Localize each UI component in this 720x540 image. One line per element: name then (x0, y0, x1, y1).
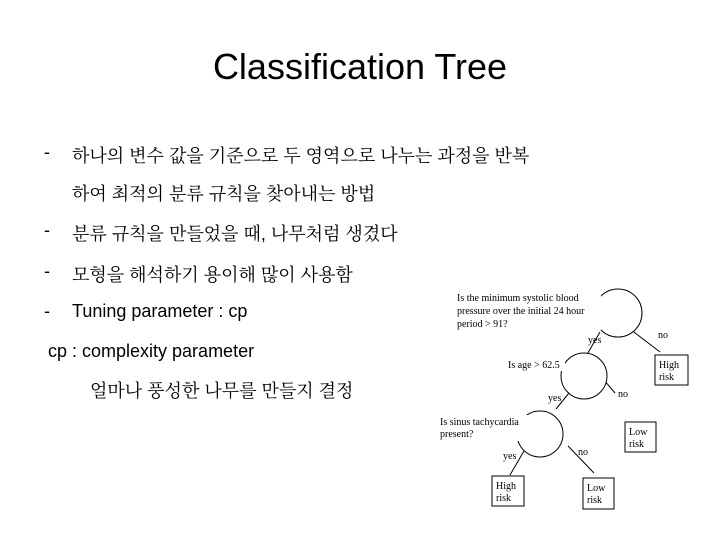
leaf-label: Low risk (587, 483, 606, 506)
bullet-text-continued: 하여 최적의 분류 규칙을 찾아내는 방법 (72, 184, 376, 204)
question-label: Is sinus tachycardia present? (440, 417, 519, 440)
leaf-label: High risk (496, 481, 516, 504)
cp-line: cp : complexity parameter (48, 341, 255, 361)
decision-node (561, 353, 607, 399)
bullet-dash: - (44, 142, 50, 162)
bullet-text: Tuning parameter : cp (72, 301, 248, 321)
branch-label-yes: yes (548, 393, 562, 404)
branch-label-no: no (618, 389, 628, 400)
bullet-dash: - (44, 220, 50, 240)
bullet-dash: - (44, 301, 50, 321)
branch-label-no: no (578, 447, 588, 458)
branch-label-no: no (658, 330, 668, 341)
question-label: Is age > 62.5 (508, 360, 560, 371)
decision-node (594, 289, 642, 337)
branch-label-yes: yes (503, 451, 517, 462)
question-label: Is the minimum systolic blood pressure over the initial 24 hour period > 91? (457, 293, 585, 330)
bullet-text: 분류 규칙을 만들었을 때, 나무처럼 생겼다 (72, 224, 398, 244)
cp-description: 얼마나 풍성한 나무를 만들지 결정 (90, 381, 354, 401)
leaf-label: Low risk (629, 427, 648, 450)
bullet-dash: - (44, 261, 50, 281)
leaf-label: High risk (659, 360, 679, 383)
branch-label-yes: yes (588, 335, 602, 346)
bullet-text: 하나의 변수 값을 기준으로 두 영역으로 나누는 과정을 반복 (72, 146, 530, 166)
bullet-text: 모형을 해석하기 용이해 많이 사용함 (72, 265, 353, 285)
slide-title: Classification Tree (212, 46, 508, 87)
